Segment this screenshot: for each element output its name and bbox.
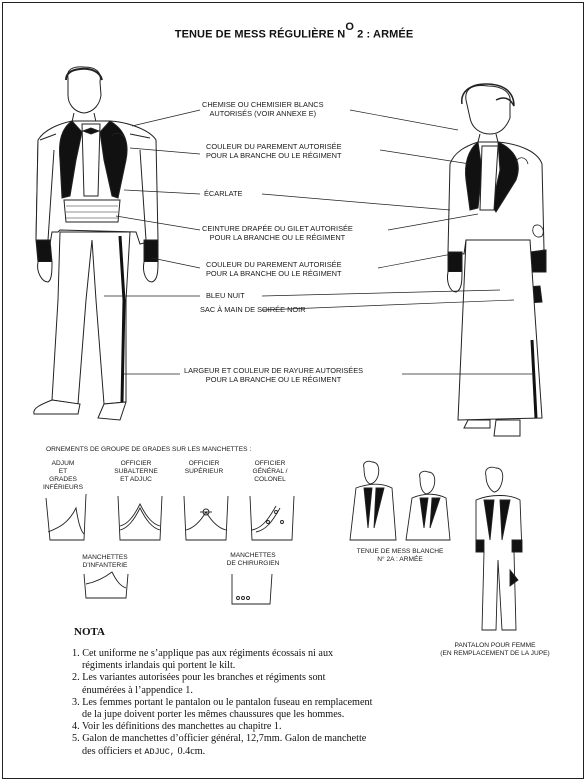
nota-list (72, 648, 452, 758)
male-figure (34, 67, 158, 420)
nota-item-1: 1. Cet uniforme ne s’applique pas aux régiments écossais ni aux régiments irlandais qui portent le kilt. (72, 648, 334, 672)
nota-item-3: 3. Les femmes portant le pantalon ou le pantalon fuseau en remplacement de la jupe doivent porter les mêmes chaussures que les hommes. (72, 696, 373, 721)
pantalon-femme-label: PANTALON POUR FEMME (EN REMPLACEMENT DE LA JUPE) (440, 642, 550, 657)
ornements-heading: ORNEMENTS DE GROUPE DE GRADES SUR LES MANCHETTES : (46, 446, 252, 453)
female-figure (447, 84, 546, 436)
label-largeur: LARGEUR ET COULEUR DE RAYURE AUTORISÉES POUR LA BRANCHE OU LE RÉGIMENT (184, 366, 364, 384)
nota-item-2: 2. Les variantes autorisées pour les branches et régiments sont énumérées à l’appendice 1. (72, 672, 326, 696)
nota-item-4: 4. Voir les définitions des manchettes au chapitre 1. (72, 721, 282, 733)
nota-heading: NOTA (74, 626, 105, 638)
label-sac: SAC À MAIN DE SOIRÉE NOIR (200, 305, 306, 314)
tenue-blanche-label: TENUE DE MESS BLANCHE N° 2A : ARMÉE (356, 548, 444, 563)
white-mess-figures (350, 461, 450, 540)
female-trousers-figure (476, 467, 522, 630)
nota-item-5: 5. Galon de manchettes d’officier général, 12,7mm. Galon de manchette des officiers et ADJUC, 0.4cm. (72, 733, 367, 757)
cuff-label-superieur: OFFICIER SUPÉRIEUR (184, 460, 224, 475)
label-bleu-nuit: BLEU NUIT (206, 291, 245, 300)
label-ecarlate: ÉCARLATE (204, 189, 243, 198)
cuff-label-adjum: ADJUM ET GRADES INFÉRIEURS (43, 460, 83, 491)
cuff-label-general: OFFICIER GÉNÉRAL / COLONEL (252, 460, 288, 483)
label-parement-2: COULEUR DU PAREMENT AUTORISÉE POUR LA BRANCHE OU LE RÉGIMENT (206, 260, 342, 278)
cuff-label-subalterne: OFFICIER SUBALTERNE ET ADJUC (114, 460, 158, 483)
label-ceinture: CEINTURE DRAPÉE OU GILET AUTORISÉE POUR LA BRANCHE OU LE RÉGIMENT (202, 224, 353, 242)
label-parement-1: COULEUR DU PAREMENT AUTORISÉE POUR LA BRANCHE OU LE RÉGIMENT (206, 142, 342, 160)
label-chemise: CHEMISE OU CHEMISIER BLANCS AUTORISÉS (VOIR ANNEXE E) (202, 100, 324, 118)
manchettes-chirurgien-label: MANCHETTES DE CHIRURGIEN (226, 552, 280, 567)
manchettes-infanterie-label: MANCHETTES D'INFANTERIE (82, 554, 128, 569)
cuff-details (46, 494, 294, 604)
page-title: TENUE DE MESS RÉGULIÈRE $N^O$ 2 : ARMÉE (174, 21, 414, 41)
